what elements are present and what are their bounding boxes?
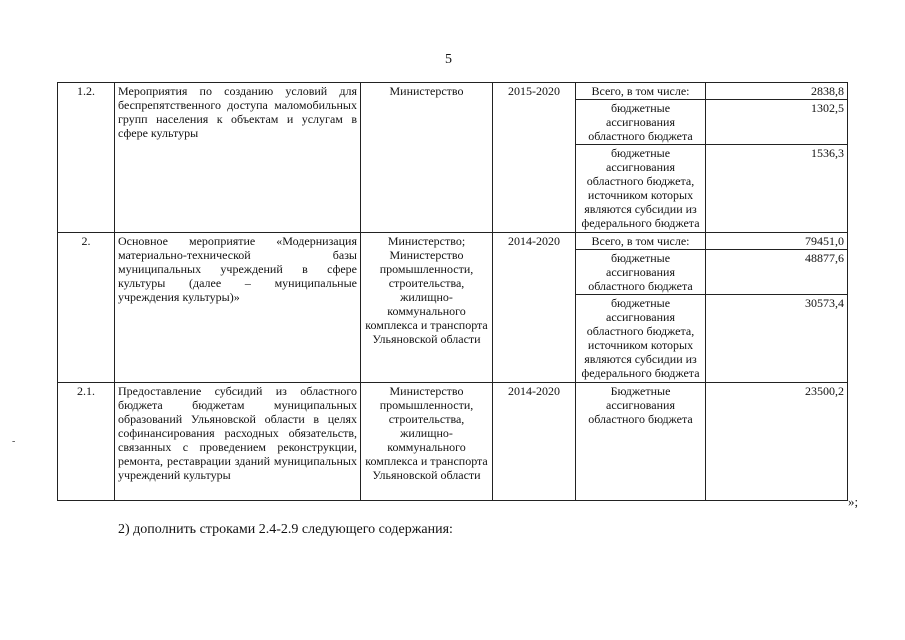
budget-table <box>57 82 848 501</box>
closing-quote-mark: »; <box>848 494 859 509</box>
table-row <box>58 83 848 100</box>
activity-name: Предоставление субсидий из областного бюджета бюджетам муниципальных образований Ульяновской области в целях софинансирования расходных обязательств, связанных с проведением реконструкции, ремонта, реставрации зданий муниципальных учреждений культуры <box>115 383 361 501</box>
table-row <box>58 233 848 250</box>
activity-name: Мероприятия по созданию условий для беспрепятственного доступа маломобильных групп населения к объектам и услугам в сфере культуры <box>115 83 361 233</box>
page-number: 5 <box>445 52 452 67</box>
funding-amount: 79451,0 <box>706 233 848 250</box>
funding-source: Бюджетные ассигнования областного бюджета <box>576 383 706 501</box>
funding-source: бюджетные ассигнования областного бюджета, источником которых являются субсидии из федерального бюджета <box>576 145 706 233</box>
row-number: 1.2. <box>58 83 115 233</box>
row-number: 2.1. <box>58 383 115 501</box>
funding-amount: 1302,5 <box>706 100 848 145</box>
executor: Министерство <box>361 83 493 233</box>
activity-name: Основное мероприятие «Модернизация материально-технической базы муниципальных учреждений в сфере культуры (далее – муниципальные учреждения культуры)» <box>115 233 361 383</box>
executor: Министерство; Министерство промышленности, строительства, жилищно-коммунального комплекса и транспорта Ульяновской области <box>361 233 493 383</box>
row-number: 2. <box>58 233 115 383</box>
period: 2015-2020 <box>493 83 576 233</box>
margin-mark: - <box>12 436 16 447</box>
funding-source: бюджетные ассигнования областного бюджета <box>576 250 706 295</box>
table-row <box>58 383 848 501</box>
funding-amount: 23500,2 <box>706 383 848 501</box>
funding-amount: 2838,8 <box>706 83 848 100</box>
amendment-instruction: 2) дополнить строками 2.4-2.9 следующего содержания: <box>118 522 453 537</box>
period: 2014-2020 <box>493 233 576 383</box>
funding-source: Всего, в том числе: <box>576 233 706 250</box>
funding-amount: 48877,6 <box>706 250 848 295</box>
executor: Министерство промышленности, строительства, жилищно-коммунального комплекса и транспорта Ульяновской области <box>361 383 493 501</box>
funding-amount: 30573,4 <box>706 295 848 383</box>
period: 2014-2020 <box>493 383 576 501</box>
funding-amount: 1536,3 <box>706 145 848 233</box>
funding-source: бюджетные ассигнования областного бюджета <box>576 100 706 145</box>
funding-source: бюджетные ассигнования областного бюджета, источником которых являются субсидии из федерального бюджета <box>576 295 706 383</box>
funding-source: Всего, в том числе: <box>576 83 706 100</box>
